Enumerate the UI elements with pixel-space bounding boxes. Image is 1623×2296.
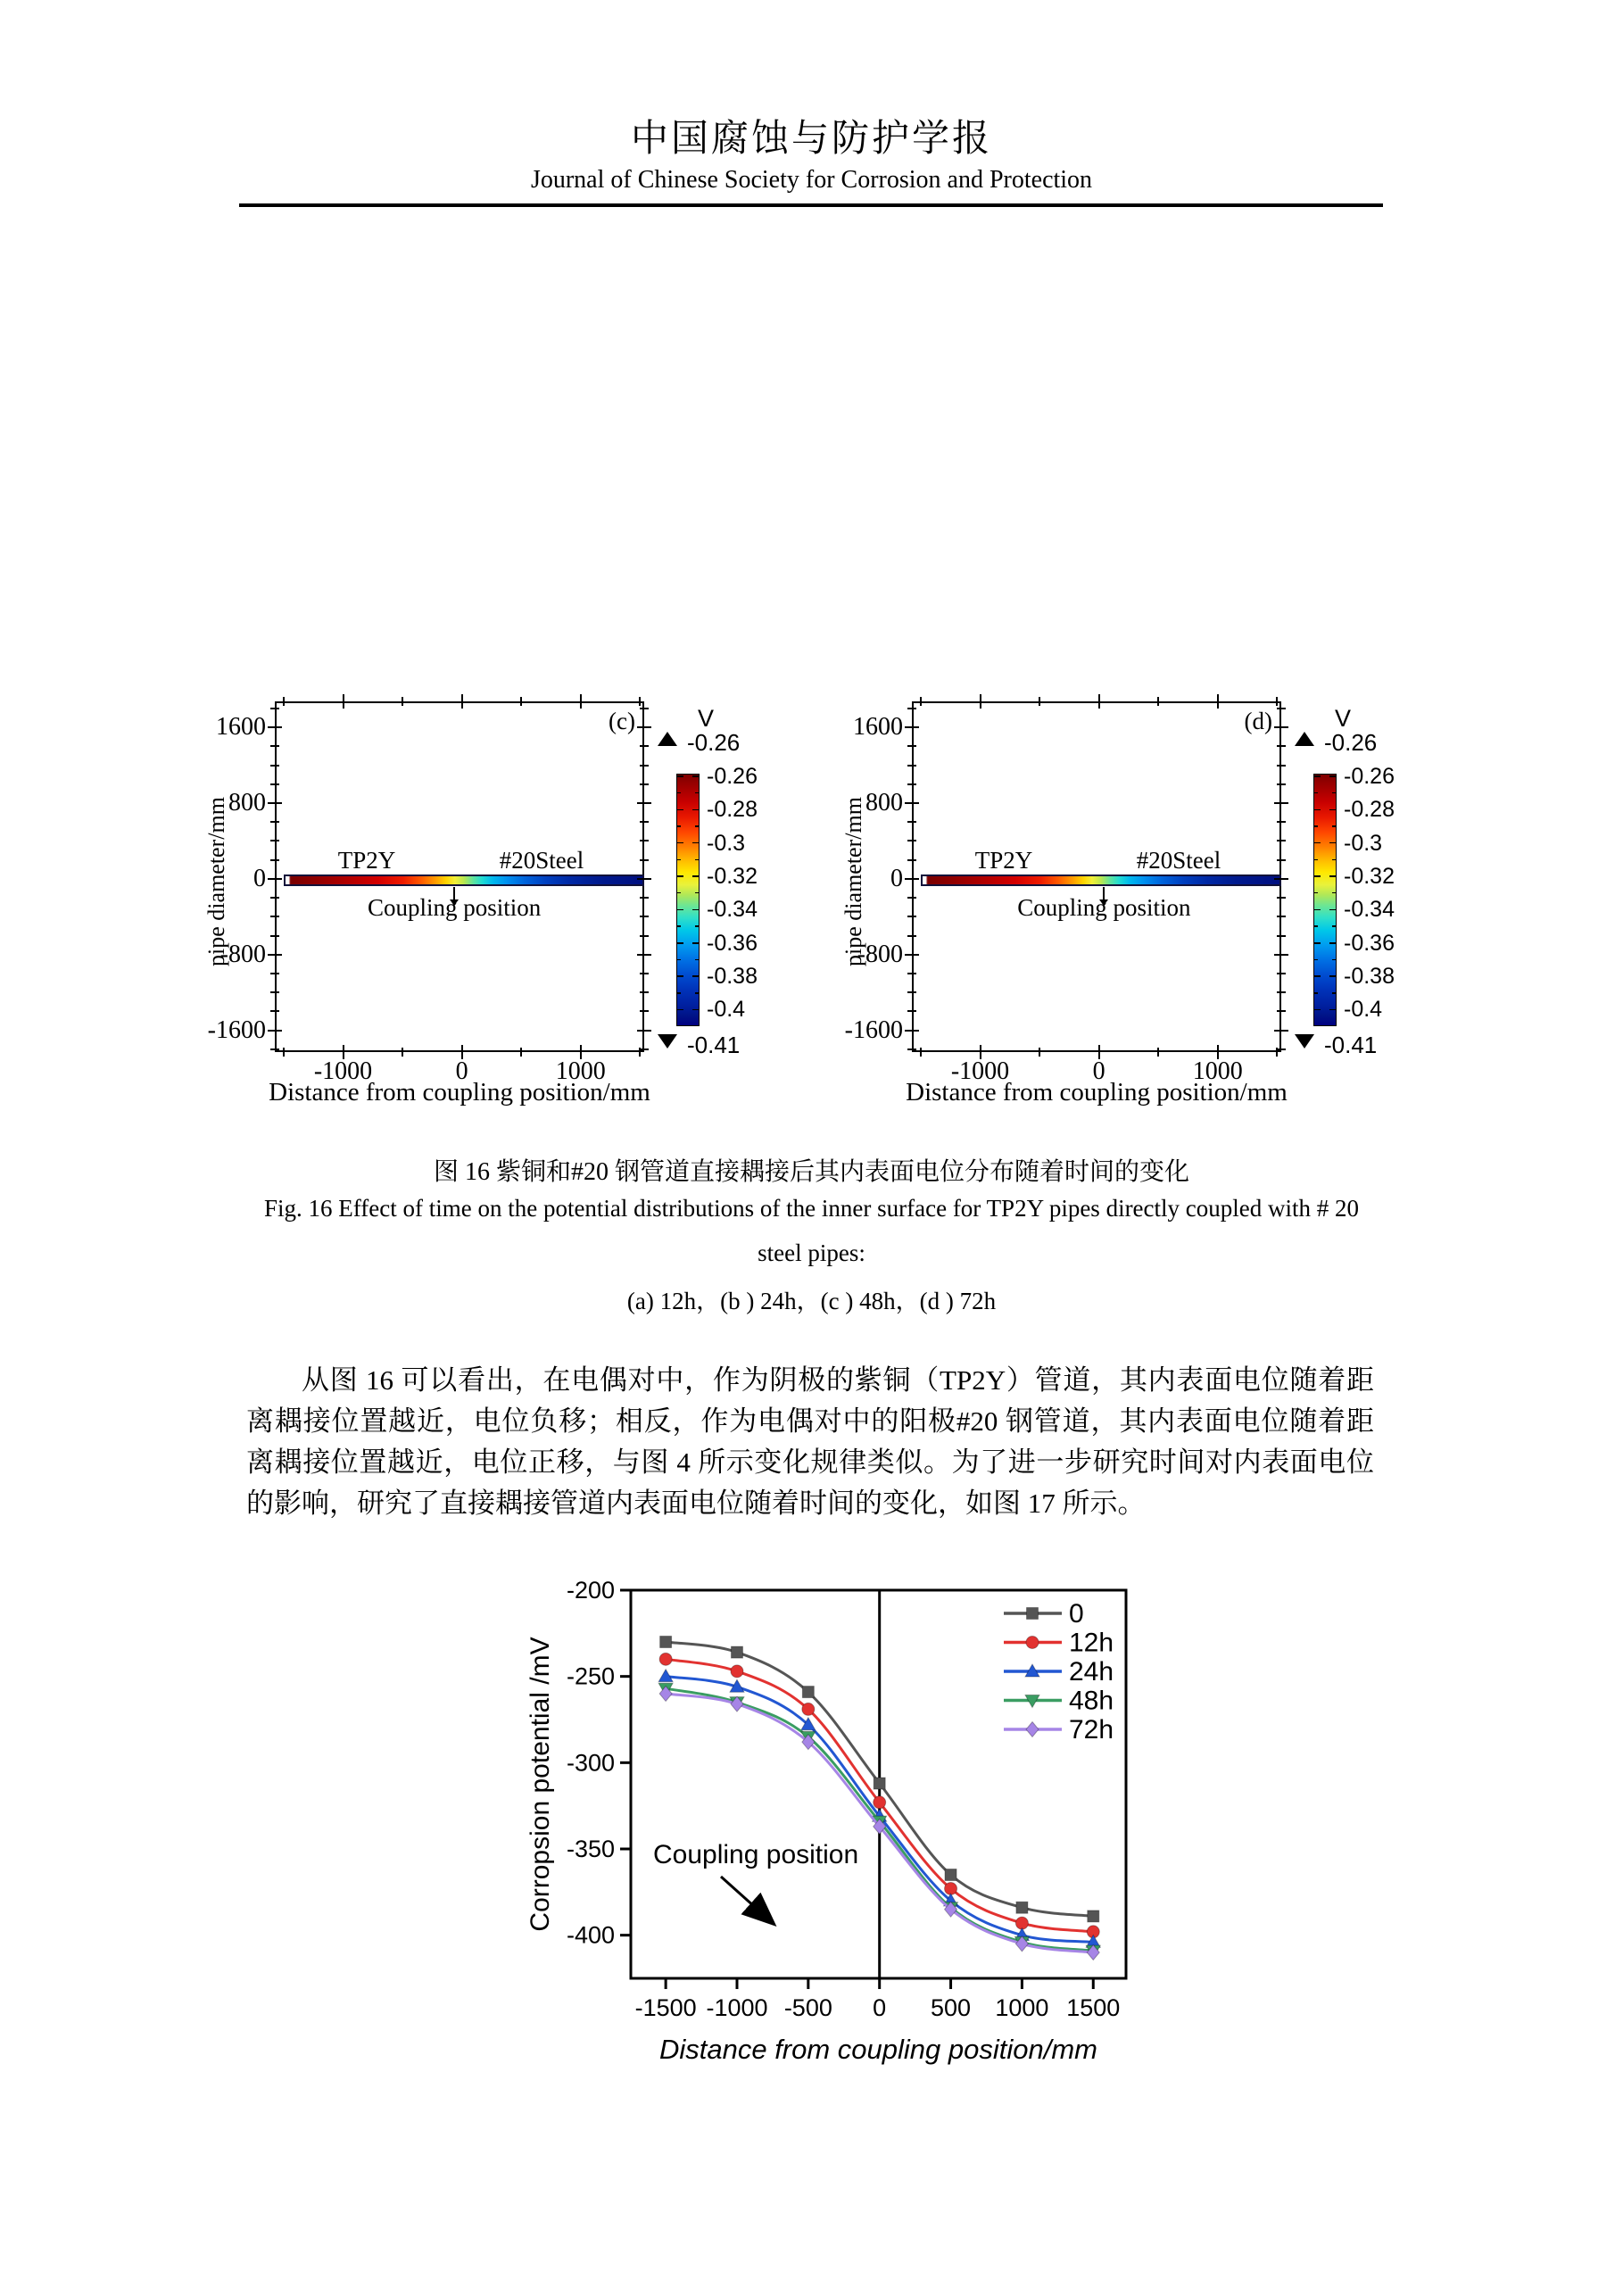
axis-tick — [461, 694, 463, 709]
legend-item — [1004, 1687, 1114, 1716]
axis-tick — [677, 842, 683, 844]
x-tick-label: -1000 — [313, 1057, 373, 1085]
axis-tick — [692, 942, 699, 944]
pipe-label-tp2y: TP2Y — [337, 847, 396, 874]
colorbar-below-min-label: -0.41 — [687, 1032, 741, 1058]
colorbar-above-max-label: -0.26 — [1324, 729, 1378, 756]
legend-label: 72h — [1069, 1715, 1114, 1745]
axis-tick — [1277, 991, 1286, 993]
axis-tick — [270, 935, 279, 937]
axis-tick — [677, 775, 683, 777]
axis-tick — [270, 821, 279, 823]
x-tick-label: 0 — [873, 1994, 887, 2021]
colorbar-tick-label: -0.34 — [707, 897, 758, 923]
colorbar-tick-label: -0.28 — [1344, 797, 1395, 823]
panel-y-axis-label: pipe diameter/mm — [840, 797, 866, 966]
axis-tick — [1277, 1010, 1286, 1012]
axis-tick — [1329, 842, 1336, 844]
x-tick-label: 1000 — [555, 1057, 606, 1085]
axis-tick — [270, 745, 279, 747]
axis-tick — [907, 916, 916, 917]
axis-tick — [905, 802, 919, 804]
y-tick-label: -1600 — [207, 1015, 266, 1044]
y-tick-label: -250 — [566, 1662, 615, 1690]
axis-tick — [677, 859, 681, 861]
x-tick-label: -500 — [783, 1994, 832, 2021]
paragraph-line: 离耦接位置越近，电位负移；相反，作为电偶对中的阳极#20 钢管道，其内表面电位随着距 — [246, 1405, 1374, 1437]
axis-tick — [695, 792, 699, 794]
axis-tick — [520, 697, 522, 706]
axis-tick — [1314, 992, 1318, 994]
axis-tick — [1329, 809, 1336, 811]
axis-tick — [692, 775, 699, 777]
figure-caption-zh: 图 16 紫铜和#20 钢管道直接耦接后其内表面电位分布随着时间的变化 — [433, 1158, 1189, 1186]
axis-tick — [1332, 925, 1336, 927]
annotation-arrow — [721, 1877, 773, 1923]
axis-tick — [402, 1048, 403, 1057]
axis-tick — [1274, 1030, 1288, 1032]
axis-tick — [907, 859, 916, 861]
axis-tick — [343, 694, 344, 709]
colorbar-gradient — [1313, 774, 1337, 1026]
axis-tick — [907, 745, 916, 747]
data-point-marker — [731, 1646, 742, 1658]
axis-tick — [637, 1030, 651, 1032]
axis-tick — [1332, 992, 1336, 994]
axis-tick — [1274, 726, 1288, 728]
legend — [1004, 1599, 1114, 1745]
axis-tick — [920, 1048, 922, 1057]
colorbar-below-min-triangle-icon — [1295, 1034, 1314, 1049]
axis-tick — [907, 783, 916, 785]
x-tick-label: -1000 — [706, 1994, 768, 2021]
y-tick-label: 0 — [890, 864, 903, 892]
axis-tick — [1329, 775, 1336, 777]
y-tick-label: 800 — [865, 789, 903, 817]
axis-tick — [270, 859, 279, 861]
colorbar-above-max-triangle-icon — [1295, 732, 1314, 746]
axis-tick — [1314, 959, 1318, 961]
figure-panel-c — [195, 680, 801, 1144]
axis-tick — [1277, 973, 1286, 974]
axis-tick — [1329, 942, 1336, 944]
axis-tick — [1157, 1048, 1159, 1057]
axis-tick — [677, 809, 683, 811]
y-tick-label: -200 — [566, 1577, 615, 1604]
axis-tick — [283, 697, 285, 706]
axis-tick — [268, 954, 282, 956]
axis-tick — [1314, 859, 1318, 861]
axis-tick — [1332, 892, 1336, 894]
axis-tick — [270, 991, 279, 993]
colorbar-tick-label: -0.26 — [1344, 764, 1395, 789]
axis-tick — [677, 825, 681, 827]
axis-tick — [1329, 875, 1336, 877]
axis-tick — [640, 745, 649, 747]
axis-tick — [677, 975, 683, 977]
x-tick-label: -1500 — [634, 1994, 697, 2021]
axis-tick — [270, 840, 279, 841]
journal-title-zh: 中国腐蚀与防护学报 — [630, 119, 992, 160]
axis-tick — [639, 697, 641, 706]
axis-tick — [270, 783, 279, 785]
paragraph-line: 离耦接位置越近，电位正移，与图 4 所示变化规律类似。为了进一步研究时间对内表面电位 — [246, 1446, 1374, 1478]
data-point-marker — [802, 1703, 815, 1715]
axis-tick — [1277, 765, 1286, 767]
axis-tick — [637, 802, 651, 804]
colorbar-below-min-label: -0.41 — [1324, 1032, 1378, 1058]
axis-tick — [692, 809, 699, 811]
axis-tick — [907, 973, 916, 974]
data-point-marker — [660, 1637, 672, 1648]
legend-item — [1004, 1657, 1114, 1687]
axis-tick — [905, 878, 919, 880]
axis-tick — [1329, 975, 1336, 977]
x-tick-label: 500 — [931, 1994, 972, 2021]
paragraph-line: 从图 16 可以看出，在电偶对中，作为阴极的紫铜（TP2Y）管道，其内表面电位随着距 — [302, 1364, 1374, 1396]
axis-tick — [907, 1010, 916, 1012]
colorbar-tick-label: -0.36 — [707, 930, 758, 956]
axis-tick — [677, 992, 681, 994]
axis-tick — [1314, 892, 1318, 894]
axis-tick — [905, 726, 919, 728]
axis-tick — [1277, 821, 1286, 823]
axis-tick — [1277, 859, 1286, 861]
legend-marker — [1026, 1722, 1039, 1737]
data-point-marker — [658, 1670, 673, 1682]
axis-tick — [270, 765, 279, 767]
data-point-marker — [874, 1778, 885, 1789]
data-point-marker — [1088, 1911, 1099, 1922]
y-tick-label: -350 — [566, 1836, 615, 1862]
colorbar-tick-label: -0.26 — [707, 764, 758, 789]
axis-tick — [640, 935, 649, 937]
axis-tick — [1274, 954, 1288, 956]
axis-tick — [640, 897, 649, 899]
axis-tick — [637, 954, 651, 956]
legend-marker — [1027, 1608, 1039, 1620]
axis-tick — [1039, 1048, 1040, 1057]
colorbar-tick-label: -0.4 — [1344, 997, 1383, 1023]
x-tick-label: -1000 — [950, 1057, 1010, 1085]
pipe-label-tp2y: TP2Y — [974, 847, 1033, 874]
colorbar-above-max-triangle-icon — [658, 732, 677, 746]
axis-tick — [1332, 859, 1336, 861]
axis-tick — [1277, 708, 1286, 709]
axis-tick — [1217, 694, 1219, 709]
y-tick-label: -800 — [219, 940, 266, 968]
colorbar-tick-label: -0.3 — [1344, 830, 1383, 856]
axis-tick — [1314, 1009, 1321, 1011]
axis-tick — [520, 1048, 522, 1057]
y-tick-label: -800 — [857, 940, 903, 968]
axis-tick — [1039, 697, 1040, 706]
axis-tick — [695, 925, 699, 927]
axis-tick — [692, 1009, 699, 1011]
axis-tick — [1314, 925, 1318, 927]
legend-item — [1004, 1715, 1114, 1745]
axis-tick — [907, 897, 916, 899]
y-tick-label: -400 — [566, 1921, 615, 1949]
axis-tick — [640, 1010, 649, 1012]
legend-marker — [1026, 1637, 1039, 1649]
axis-tick — [677, 892, 681, 894]
axis-tick — [1157, 697, 1159, 706]
x-tick-label: 1500 — [1066, 1994, 1121, 2021]
pipe-label-steel: #20Steel — [1136, 847, 1221, 874]
corrosion-potential-line-chart — [482, 1566, 1187, 2101]
x-tick-label: 1000 — [995, 1994, 1049, 2021]
axis-tick — [640, 821, 649, 823]
axis-tick — [640, 1049, 649, 1050]
axis-tick — [268, 1030, 282, 1032]
x-tick-label: 1000 — [1192, 1057, 1243, 1085]
axis-tick — [270, 1010, 279, 1012]
colorbar-above-max-label: -0.26 — [687, 729, 741, 756]
axis-tick — [640, 859, 649, 861]
x-tick-label: 0 — [1092, 1057, 1105, 1085]
axis-tick — [677, 875, 683, 877]
panel-tag: (d) — [1244, 708, 1272, 734]
axis-tick — [695, 859, 699, 861]
legend-label: 48h — [1069, 1686, 1114, 1716]
figure-caption-en-line1: Fig. 16 Effect of time on the potential distributions of the inner surface for TP2Y pipes directly coupled with # 20 — [264, 1195, 1359, 1222]
axis-tick — [1332, 792, 1336, 794]
legend-label: 0 — [1069, 1599, 1084, 1629]
axis-tick — [270, 916, 279, 917]
legend-item — [1004, 1629, 1114, 1658]
y-tick-label: -1600 — [844, 1015, 903, 1044]
axis-tick — [1314, 825, 1318, 827]
axis-tick — [640, 973, 649, 974]
axis-tick — [907, 1049, 916, 1050]
colorbar-tick-label: -0.3 — [707, 830, 746, 856]
axis-tick — [640, 708, 649, 709]
coupling-annotation: Coupling position — [653, 1840, 859, 1869]
axis-tick — [637, 878, 651, 880]
axis-tick — [1098, 694, 1100, 709]
data-point-marker — [802, 1687, 814, 1698]
axis-tick — [1277, 840, 1286, 841]
axis-tick — [907, 821, 916, 823]
axis-tick — [1314, 809, 1321, 811]
axis-tick — [1314, 909, 1321, 911]
axis-tick — [695, 992, 699, 994]
axis-tick — [1332, 825, 1336, 827]
data-point-marker — [731, 1665, 743, 1678]
axis-tick — [1277, 1049, 1286, 1050]
axis-tick — [907, 708, 916, 709]
journal-title-en: Journal of Chinese Society for Corrosion and Protection — [530, 166, 1093, 194]
axis-tick — [695, 825, 699, 827]
pipe-colormap-bar — [921, 874, 1281, 886]
colorbar-tick-label: -0.4 — [707, 997, 746, 1023]
axis-tick — [637, 726, 651, 728]
coupling-position-label: Coupling position — [368, 894, 542, 921]
paragraph-line: 的影响，研究了直接耦接管道内表面电位随着时间的变化，如图 17 所示。 — [246, 1488, 1146, 1519]
legend-label: 24h — [1069, 1657, 1114, 1687]
axis-tick — [1277, 745, 1286, 747]
axis-tick — [692, 842, 699, 844]
axis-tick — [270, 897, 279, 899]
axis-tick — [1276, 697, 1278, 706]
figure-caption-en-line2: steel pipes: — [758, 1239, 865, 1266]
axis-tick — [1314, 975, 1321, 977]
colorbar-tick-label: -0.34 — [1344, 897, 1395, 923]
axis-tick — [905, 1030, 919, 1032]
axis-tick — [692, 909, 699, 911]
axis-tick — [283, 1048, 285, 1057]
axis-tick — [270, 708, 279, 709]
axis-tick — [677, 1009, 683, 1011]
axis-tick — [1277, 916, 1286, 917]
data-point-marker — [659, 1653, 672, 1665]
figure-caption-subpanels: (a) 12h，(b ) 24h，(c ) 48h，(d ) 72h — [626, 1288, 997, 1314]
axis-tick — [920, 697, 922, 706]
pipe-colormap-bar — [284, 874, 644, 886]
axis-tick — [1314, 792, 1318, 794]
colorbar-tick-label: -0.32 — [707, 864, 758, 890]
axis-tick — [270, 973, 279, 974]
axis-tick — [580, 694, 582, 709]
axis-tick — [1314, 875, 1321, 877]
axis-tick — [1274, 878, 1288, 880]
colorbar-tick-label: -0.38 — [1344, 964, 1395, 990]
panel-x-axis-label: Distance from coupling position/mm — [269, 1078, 650, 1107]
pipe-label-steel: #20Steel — [499, 847, 584, 874]
axis-tick — [907, 935, 916, 937]
panel-x-axis-label: Distance from coupling position/mm — [906, 1078, 1288, 1107]
colorbar-below-min-triangle-icon — [658, 1034, 677, 1049]
y-tick-label: -300 — [566, 1749, 615, 1777]
legend-item — [1004, 1599, 1084, 1629]
axis-tick — [268, 802, 282, 804]
axis-tick — [1277, 783, 1286, 785]
axis-tick — [907, 840, 916, 841]
colorbar-unit: V — [697, 705, 714, 732]
axis-tick — [402, 697, 403, 706]
data-point-marker — [874, 1796, 886, 1809]
y-tick-label: 800 — [228, 789, 266, 817]
axis-tick — [640, 783, 649, 785]
axis-tick — [905, 954, 919, 956]
x-tick-label: 0 — [455, 1057, 468, 1085]
axis-tick — [907, 991, 916, 993]
panel-y-axis-label: pipe diameter/mm — [203, 797, 229, 966]
axis-tick — [640, 840, 649, 841]
axis-tick — [1329, 909, 1336, 911]
data-point-marker — [945, 1869, 956, 1881]
colorbar-unit: V — [1334, 705, 1351, 732]
axis-tick — [1277, 935, 1286, 937]
axis-tick — [1314, 942, 1321, 944]
header-rule — [239, 203, 1383, 207]
axis-tick — [1314, 775, 1321, 777]
axis-tick — [1314, 842, 1321, 844]
axis-tick — [677, 909, 683, 911]
axis-tick — [640, 916, 649, 917]
axis-tick — [1277, 897, 1286, 899]
axis-tick — [268, 726, 282, 728]
coupling-position-label: Coupling position — [1017, 894, 1191, 921]
axis-tick — [695, 959, 699, 961]
axis-tick — [695, 892, 699, 894]
legend-label: 12h — [1069, 1628, 1114, 1658]
data-point-marker — [1016, 1902, 1028, 1913]
y-axis-title: Corropsion potential /mV — [526, 1637, 555, 1932]
y-tick-label: 0 — [253, 864, 266, 892]
y-tick-label: 1600 — [853, 713, 903, 742]
y-tick-label: 1600 — [216, 713, 266, 742]
axis-tick — [270, 1049, 279, 1050]
axis-tick — [640, 991, 649, 993]
axis-tick — [907, 765, 916, 767]
axis-tick — [1274, 802, 1288, 804]
axis-tick — [268, 878, 282, 880]
colorbar-tick-label: -0.32 — [1344, 864, 1395, 890]
axis-tick — [677, 959, 681, 961]
colorbar-tick-label: -0.28 — [707, 797, 758, 823]
colorbar-tick-label: -0.38 — [707, 964, 758, 990]
figure-panel-d — [832, 680, 1438, 1144]
axis-tick — [692, 975, 699, 977]
panel-tag: (c) — [609, 708, 635, 734]
axis-tick — [980, 694, 981, 709]
axis-tick — [692, 875, 699, 877]
axis-tick — [640, 765, 649, 767]
axis-tick — [677, 792, 681, 794]
axis-tick — [677, 942, 683, 944]
colorbar-gradient — [676, 774, 700, 1026]
colorbar-tick-label: -0.36 — [1344, 930, 1395, 956]
axis-tick — [1329, 1009, 1336, 1011]
x-axis-title: Distance from coupling position/mm — [658, 2034, 1098, 2065]
axis-tick — [677, 925, 681, 927]
axis-tick — [1332, 959, 1336, 961]
